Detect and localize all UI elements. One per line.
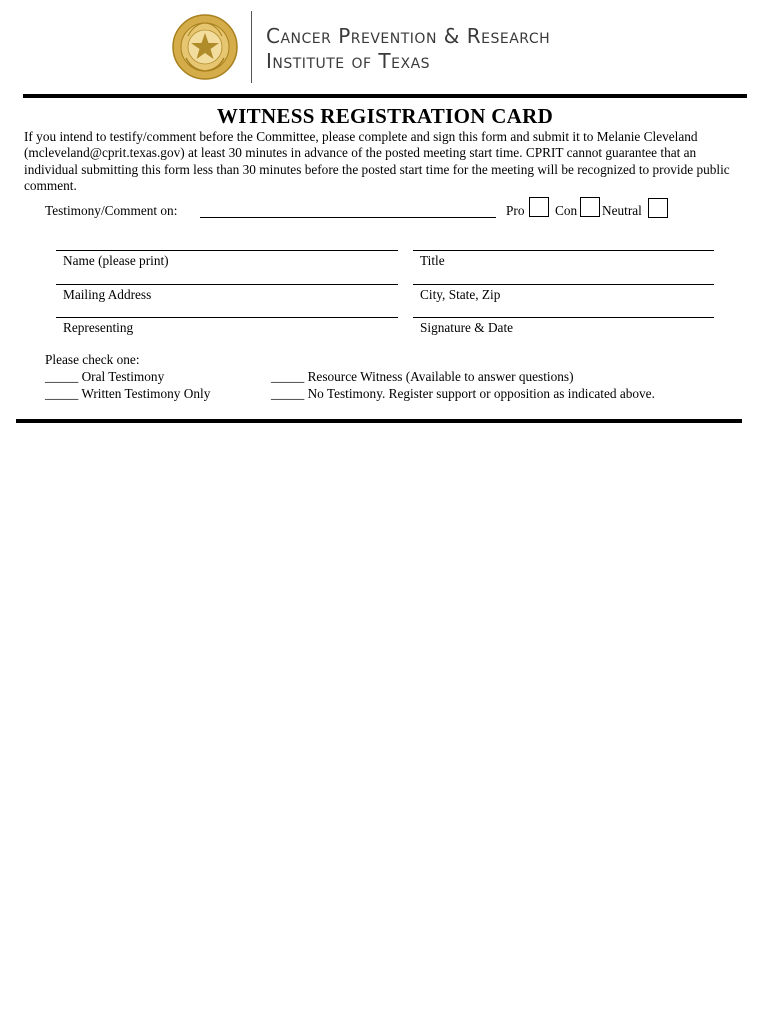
testimony-label: Testimony/Comment on: <box>45 203 178 218</box>
name-label: Name (please print) <box>63 253 169 268</box>
name-input-line[interactable] <box>56 250 398 251</box>
con-label: Con <box>555 203 578 218</box>
org-name-line2: Institute of Texas <box>266 49 431 73</box>
pro-label: Pro <box>506 203 525 218</box>
option-oral-testimony[interactable]: _____ Oral Testimony <box>45 369 165 384</box>
pro-checkbox[interactable] <box>529 197 549 217</box>
option-written-testimony[interactable]: _____ Written Testimony Only <box>45 386 211 401</box>
form-title: WITNESS REGISTRATION CARD <box>216 104 554 128</box>
neutral-checkbox[interactable] <box>648 198 668 218</box>
logo-divider <box>251 11 252 83</box>
bottom-rule <box>16 419 742 423</box>
signature-input-line[interactable] <box>413 317 714 318</box>
option-no-testimony[interactable]: _____ No Testimony. Register support or opposition as indicated above. <box>271 386 655 401</box>
neutral-label: Neutral <box>602 203 642 218</box>
representing-label: Representing <box>63 320 134 335</box>
representing-input-line[interactable] <box>56 317 398 318</box>
intro-paragraph: If you intend to testify/comment before the Committee, please complete and sign this form and submit it to Melanie Cleveland (mcleveland@cprit.texas.gov) at least 30 minutes in advance of the posted meeting start time. CPRIT cannot guarantee that an individual submitting this form less than 30 minutes before the posted start time for the meeting will be recognized to provide public comment. <box>24 129 730 193</box>
testimony-input-line[interactable] <box>200 217 496 218</box>
signature-label: Signature & Date <box>420 320 514 335</box>
top-rule <box>23 94 747 98</box>
city-label: City, State, Zip <box>420 287 501 302</box>
con-checkbox[interactable] <box>580 197 600 217</box>
mailing-input-line[interactable] <box>56 284 398 285</box>
check-one-label: Please check one: <box>45 352 140 367</box>
texas-seal-logo <box>172 14 238 80</box>
title-label: Title <box>420 253 445 268</box>
title-input-line[interactable] <box>413 250 714 251</box>
option-resource-witness[interactable]: _____ Resource Witness (Available to answer questions) <box>271 369 574 384</box>
city-input-line[interactable] <box>413 284 714 285</box>
org-name-line1: Cancer Prevention & Research <box>266 24 551 48</box>
mailing-label: Mailing Address <box>63 287 152 302</box>
